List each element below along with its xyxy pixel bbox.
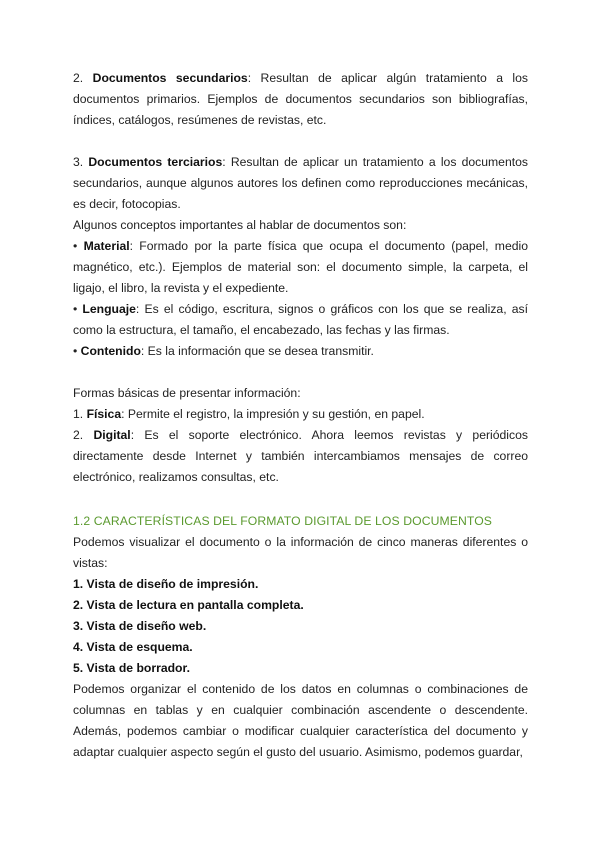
definition-text: : Formado por la parte física que ocupa el documento (papel, medio magnético, etc.). Ejemplos de material son: el documento simple, la carpeta, el ligajo, el libro, la revista y el expediente. xyxy=(73,239,529,295)
definition-text: : Permite el registro, la impresión y su gestión, en papel. xyxy=(121,407,425,421)
term-fisica: Física xyxy=(86,407,122,421)
definition-text: : Es el soporte electrónico. Ahora leemos revistas y periódicos directamente desde Internet y también intercambiamos mensajes de correo electrónico, realizamos consultas, etc. xyxy=(73,428,528,484)
paragraph-documentos-terciarios xyxy=(73,152,528,215)
forma-item-digital xyxy=(73,425,528,488)
vista-item: 4. Vista de esquema. xyxy=(73,640,193,654)
concept-item-material xyxy=(73,236,528,299)
vista-item: 2. Vista de lectura en pantalla completa. xyxy=(73,598,304,612)
definition-text: : Es el código, escritura, signos o gráficos con los que se realiza, así como la estructura, el tamaño, el encabezado, las fechas y las firmas. xyxy=(73,302,528,337)
item-number: 2. xyxy=(73,71,84,85)
forma-item-fisica xyxy=(73,404,528,425)
definition-text: : Es la información que se desea transmitir. xyxy=(140,344,374,358)
vista-item: 5. Vista de borrador. xyxy=(73,661,190,675)
definition-text: : Resultan de aplicar un tratamiento a los documentos secundarios, aunque algunos autores los definen como reproducciones mecánicas, es decir, fotocopias. xyxy=(73,155,528,211)
vista-item: 1. Vista de diseño de impresión. xyxy=(73,577,259,591)
item-number: 3. xyxy=(73,155,84,169)
term-contenido: Contenido xyxy=(80,344,141,358)
concept-item-contenido xyxy=(73,341,528,362)
term-documentos-terciarios: Documentos terciarios xyxy=(88,155,223,169)
definition-text: : Resultan de aplicar algún tratamiento a los documentos primarios. Ejemplos de documentos secundarios son bibliografías, índices, catálogos, resúmenes de revistas, etc. xyxy=(73,71,529,127)
term-digital: Digital xyxy=(93,428,131,442)
section-heading: 1.2 CARACTERÍSTICAS DEL FORMATO DIGITAL DE LOS DOCUMENTOS xyxy=(73,514,493,528)
term-material: Material xyxy=(83,239,130,253)
bullet: • xyxy=(73,344,81,358)
term-documentos-secundarios: Documentos secundarios xyxy=(92,71,248,85)
vistas-intro: Podemos visualizar el documento o la información de cinco maneras diferentes o vistas: xyxy=(73,535,528,570)
paragraph-documentos-secundarios xyxy=(73,68,528,131)
item-number: 1. xyxy=(73,407,87,421)
vista-item: 3. Vista de diseño web. xyxy=(73,619,207,633)
closing-paragraph: Podemos organizar el contenido de los datos en columnas o combinaciones de columnas en tablas y en cualquier combinación ascendente o descendente. Además, podemos cambiar o modificar cualquier característica del documento y adaptar cualquier aspecto según el gusto del usuario. Asimismo, podemos guardar, xyxy=(73,682,528,759)
bullet: • xyxy=(73,302,83,316)
item-number: 2. xyxy=(73,428,94,442)
formas-intro: Formas básicas de presentar información: xyxy=(73,386,301,400)
term-lenguaje: Lenguaje xyxy=(82,302,136,316)
bullet: • xyxy=(73,239,84,253)
concept-item-lenguaje xyxy=(73,299,528,341)
concepts-intro: Algunos conceptos importantes al hablar de documentos son: xyxy=(73,218,407,232)
